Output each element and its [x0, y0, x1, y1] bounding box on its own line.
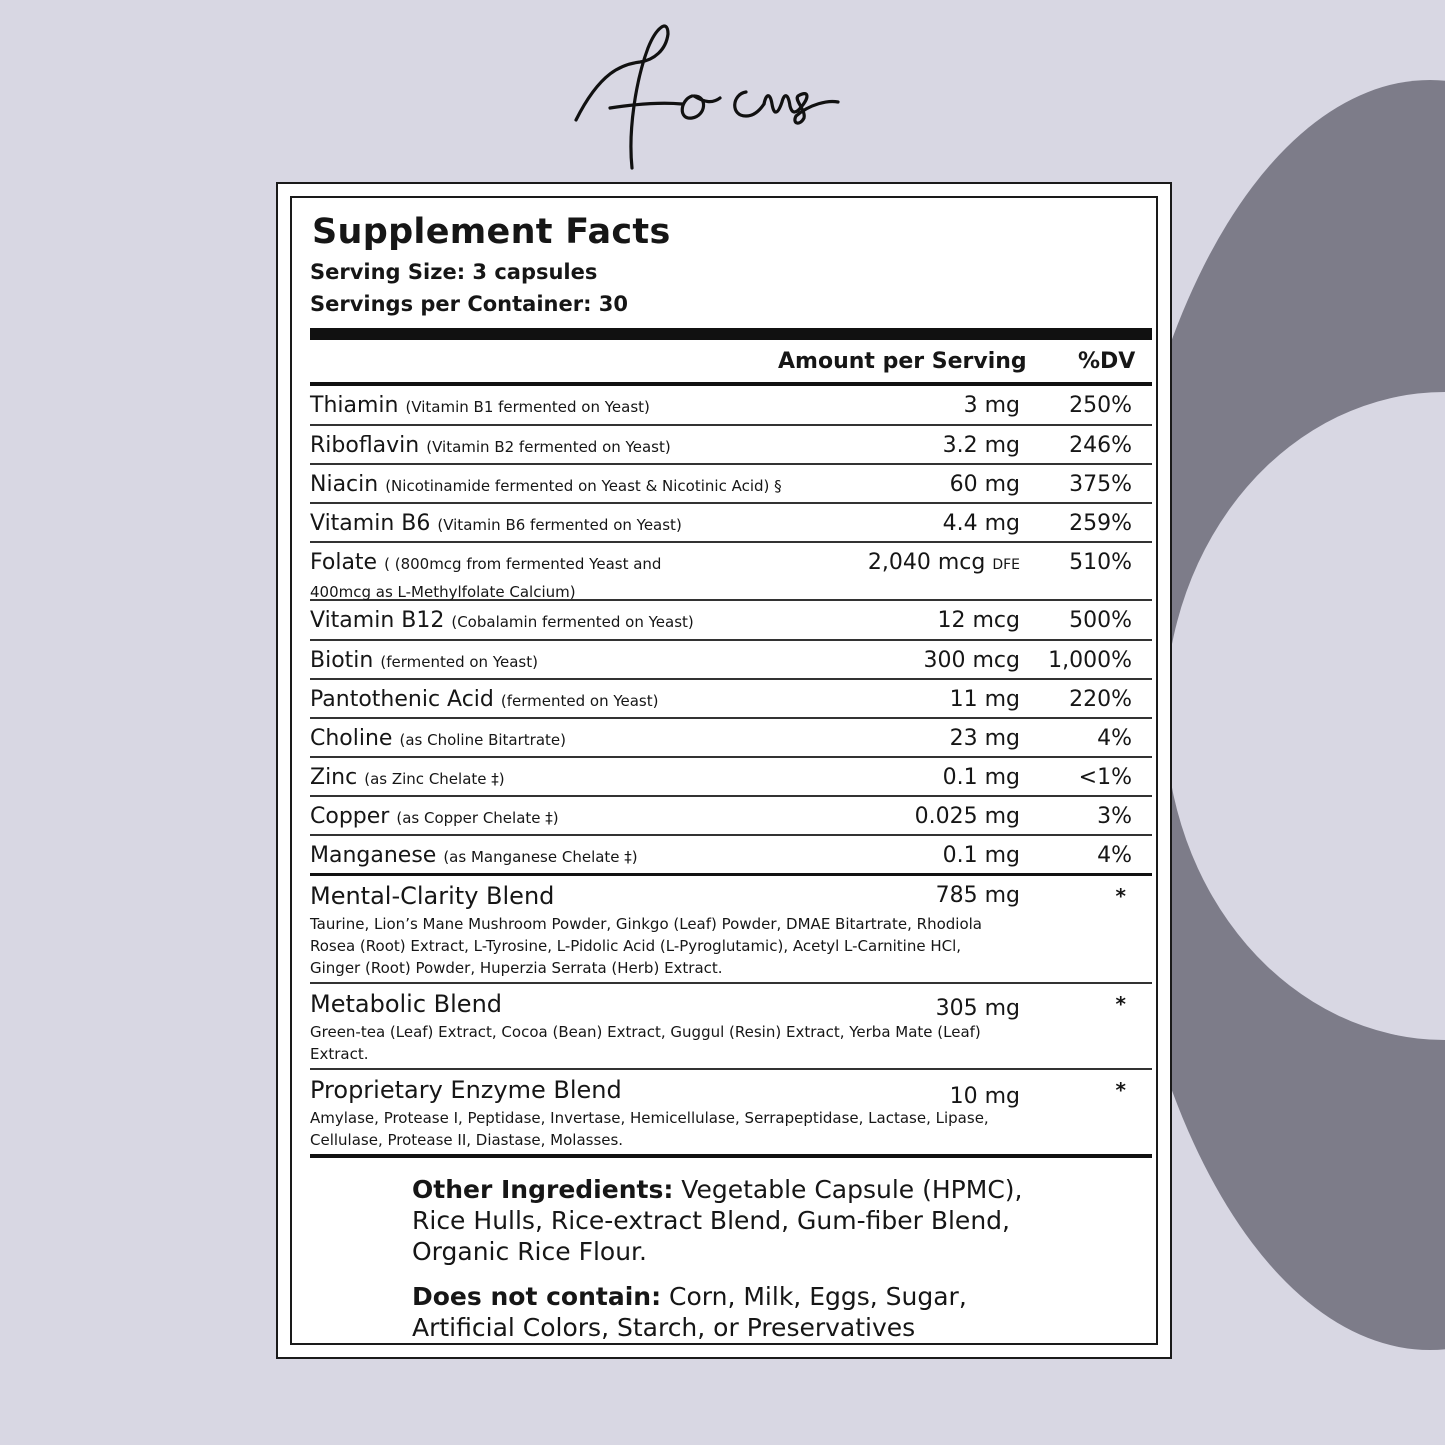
nutrient-amount: 3.2 mg	[942, 433, 1020, 458]
nutrient-name: Biotin	[310, 648, 374, 673]
nutrient-amount: 0.025 mg	[914, 804, 1020, 829]
nutrient-amount: 4.4 mg	[942, 511, 1020, 536]
nutrient-dv: 4%	[1097, 843, 1132, 868]
allergen-free-text: Corn, Milk, Eggs, Sugar, Artificial Colors, Starch, or Preservatives	[412, 1282, 967, 1342]
nutrient-note: (Vitamin B6 fermented on Yeast)	[437, 516, 682, 534]
nutrient-row	[310, 719, 1152, 758]
blend-row	[310, 1070, 1152, 1158]
blend-name: Metabolic Blend	[310, 990, 503, 1018]
nutrient-amount: 60 mg	[949, 472, 1020, 497]
nutrient-note: (fermented on Yeast)	[380, 653, 538, 671]
supplement-facts-inner-border	[290, 196, 1158, 1345]
allergen-free-statement	[412, 1281, 1072, 1343]
blend-dv: *	[1115, 992, 1126, 1016]
nutrient-amount: 3 mg	[963, 393, 1020, 418]
thick-divider	[310, 328, 1152, 340]
nutrient-row	[310, 465, 1152, 504]
nutrient-note: (as Choline Bitartrate)	[399, 731, 566, 749]
nutrient-name: Niacin	[310, 472, 379, 497]
blend-ingredients: Taurine, Lion’s Mane Mushroom Powder, Ginkgo (Leaf) Powder, DMAE Bitartrate, Rhodiola Rosea (Root) Extract, L-Tyrosine, L-Pidolic Acid (L-Pyroglutamic), Acetyl L-Carnitine HCl, Ginger (Root) Powder, Huperzia Serrata (Herb) Extract.	[310, 915, 982, 977]
other-ingredients-text: Vegetable Capsule (HPMC), Rice Hulls, Rice-extract Blend, Gum-fiber Blend, Organic Rice Flour.	[412, 1175, 1023, 1266]
nutrient-name: Folate	[310, 550, 378, 575]
nutrient-row	[310, 601, 1152, 641]
nutrient-name: Choline	[310, 726, 393, 751]
nutrient-name: Vitamin B6	[310, 511, 431, 536]
nutrient-dv: 246%	[1069, 433, 1132, 458]
nutrient-dv: <1%	[1078, 765, 1132, 790]
blend-amount: 305 mg	[935, 996, 1020, 1021]
nutrient-name: Vitamin B12	[310, 608, 445, 633]
nutrient-row	[310, 426, 1152, 465]
nutrient-row	[310, 836, 1152, 876]
blend-amount: 10 mg	[949, 1084, 1020, 1109]
nutrient-note: ( (800mcg from fermented Yeast and	[384, 555, 662, 573]
blend-ingredients: Green-tea (Leaf) Extract, Cocoa (Bean) Extract, Guggul (Resin) Extract, Yerba Mate (Leaf) Extract.	[310, 1023, 981, 1063]
nutrient-name: Pantothenic Acid	[310, 687, 494, 712]
brand-script-logo	[570, 10, 850, 180]
nutrient-note: (as Zinc Chelate ‡)	[364, 770, 505, 788]
header-amount: Amount per Serving	[778, 349, 1027, 374]
nutrient-dv: 375%	[1069, 472, 1132, 497]
nutrient-name: Thiamin	[310, 393, 399, 418]
blend-amount: 785 mg	[935, 883, 1020, 908]
nutrient-note: (Vitamin B2 fermented on Yeast)	[426, 438, 671, 456]
nutrient-note: (as Manganese Chelate ‡)	[443, 848, 638, 866]
nutrient-amount: 0.1 mg	[942, 765, 1020, 790]
nutrient-row	[310, 680, 1152, 719]
nutrient-note: (Vitamin B1 fermented on Yeast)	[405, 398, 650, 416]
nutrient-dv: 220%	[1069, 687, 1132, 712]
nutrient-row	[310, 758, 1152, 797]
nutrient-amount-unit: DFE	[992, 557, 1020, 573]
blend-dv: *	[1115, 1078, 1126, 1102]
nutrient-amount: 2,040 mcg	[867, 550, 986, 575]
nutrient-amount: 0.1 mg	[942, 843, 1020, 868]
panel-title: Supplement Facts	[312, 212, 671, 252]
servings-per-container: Servings per Container: 30	[310, 292, 629, 316]
nutrient-row	[310, 504, 1152, 543]
allergen-free-label: Does not contain:	[412, 1282, 662, 1311]
nutrient-table	[310, 386, 1152, 1158]
nutrient-note: (Nicotinamide fermented on Yeast & Nicotinic Acid) §	[385, 477, 782, 495]
nutrient-name: Riboflavin	[310, 433, 420, 458]
blend-row	[310, 876, 1152, 984]
nutrient-dv: 4%	[1097, 726, 1132, 751]
serving-size: Serving Size: 3 capsules	[310, 260, 598, 284]
blend-row	[310, 984, 1152, 1070]
nutrient-name: Manganese	[310, 843, 437, 868]
blend-ingredients: Amylase, Protease I, Peptidase, Invertase, Hemicellulase, Serrapeptidase, Lactase, Lipase, Cellulase, Protease II, Diastase, Molasses.	[310, 1109, 989, 1149]
header-dv: %DV	[1078, 349, 1136, 374]
nutrient-row	[310, 797, 1152, 836]
nutrient-row	[310, 543, 1152, 601]
other-ingredients	[412, 1174, 1072, 1267]
nutrient-note: (as Copper Chelate ‡)	[396, 809, 559, 827]
blend-dv: *	[1115, 884, 1126, 908]
nutrient-dv: 500%	[1069, 608, 1132, 633]
blend-name: Mental-Clarity Blend	[310, 882, 555, 910]
brand-logo	[570, 10, 850, 180]
nutrient-dv: 250%	[1069, 393, 1132, 418]
nutrient-note: (fermented on Yeast)	[500, 692, 659, 710]
nutrient-amount: 12 mcg	[937, 608, 1020, 633]
other-ingredients-label: Other Ingredients:	[412, 1175, 674, 1204]
nutrient-dv: 510%	[1069, 550, 1132, 575]
nutrient-row	[310, 386, 1152, 426]
nutrient-note-line2: 400mcg as L-Methylfolate Calcium)	[310, 583, 576, 601]
nutrient-amount: 23 mg	[949, 726, 1020, 751]
nutrient-dv: 1,000%	[1048, 648, 1132, 673]
nutrient-row	[310, 641, 1152, 680]
nutrient-amount: 300 mcg	[923, 648, 1020, 673]
nutrient-dv: 259%	[1069, 511, 1132, 536]
nutrient-name: Copper	[310, 804, 390, 829]
supplement-facts-panel	[276, 182, 1172, 1359]
nutrient-amount: 11 mg	[949, 687, 1020, 712]
nutrient-note: (Cobalamin fermented on Yeast)	[451, 613, 694, 631]
nutrient-dv: 3%	[1097, 804, 1132, 829]
blend-name: Proprietary Enzyme Blend	[310, 1076, 622, 1104]
nutrient-name: Zinc	[310, 765, 358, 790]
